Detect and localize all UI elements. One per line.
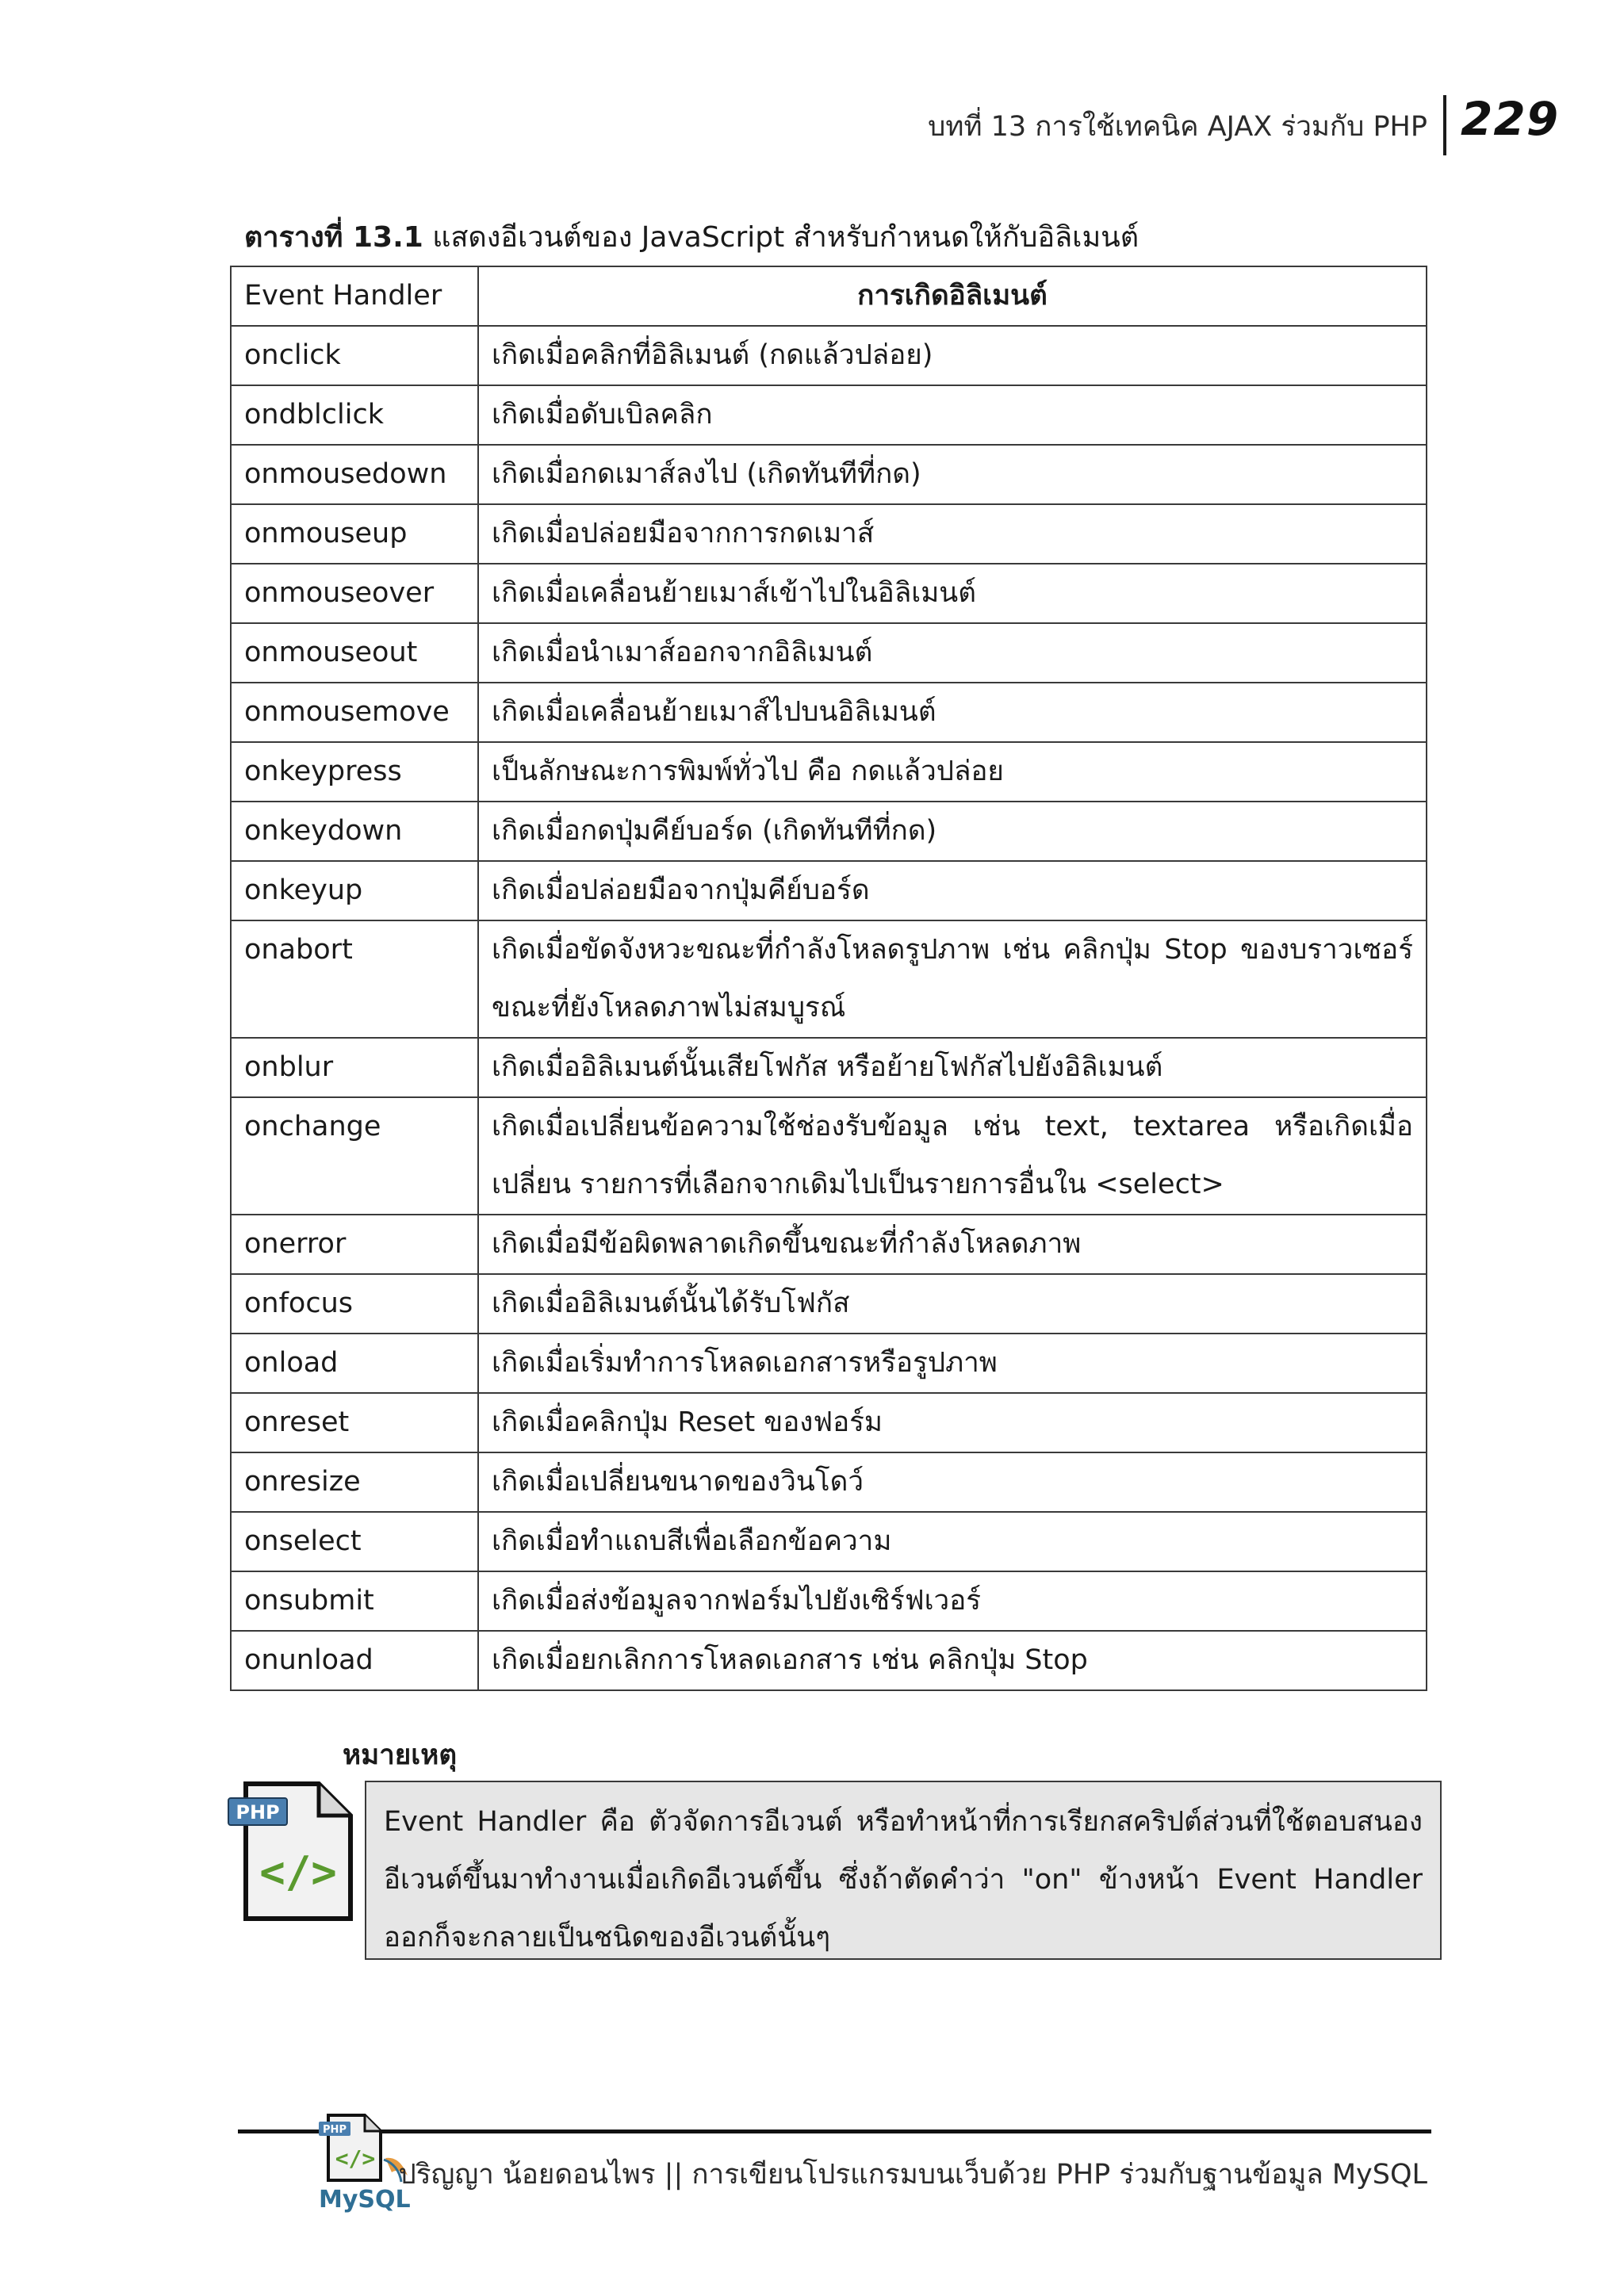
- footer-text: ปริญญา น้อยดอนไพร || การเขียนโปรแกรมบนเว็บด้วย PHP ร่วมกับฐานข้อมูล MySQL: [398, 2159, 1427, 2191]
- event-description-cell: เกิดเมื่อเริ่มทำการโหลดเอกสารหรือรูปภาพ: [478, 1334, 1427, 1393]
- event-name-cell: onkeydown: [231, 802, 478, 861]
- event-description-cell: เกิดเมื่อปล่อยมือจากการกดเมาส์: [478, 504, 1427, 564]
- event-description-cell: เกิดเมื่อมีข้อผิดพลาดเกิดขึ้นขณะที่กำลังโหลดภาพ: [478, 1215, 1427, 1274]
- table-row: [231, 742, 1427, 802]
- event-name-cell: onmousemove: [231, 683, 478, 742]
- event-description-cell: เกิดเมื่อกดเมาส์ลงไป (เกิดทันทีที่กด): [478, 445, 1427, 504]
- event-name-cell: onresize: [231, 1452, 478, 1512]
- event-handler-table: [230, 266, 1427, 1691]
- event-description-cell: เกิดเมื่อเคลื่อนย้ายเมาส์ไปบนอิลิเมนต์: [478, 683, 1427, 742]
- chapter-title: บทที่ 13 การใช้เทคนิค AJAX ร่วมกับ PHP: [928, 111, 1427, 143]
- event-name-cell: onunload: [231, 1631, 478, 1690]
- event-description-cell: เกิดเมื่อนำเมาส์ออกจากอิลิเมนต์: [478, 623, 1427, 683]
- event-description-cell: เกิดเมื่อคลิกที่อิลิเมนต์ (กดแล้วปล่อย): [478, 326, 1427, 385]
- note-box: Event Handler คือ ตัวจัดการอีเวนต์ หรือทำหน้าที่การเรียกสคริปต์ส่วนที่ใช้ตอบสนองอีเวนต์ขึ้นมาทำงานเมื่อเกิดอีเวนต์ขึ้น ซึ่งถ้าตัดคำว่า "on" ข้างหน้า Event Handler ออกก็จะกลายเป็นชนิดของอีเวนต์นั้นๆ: [365, 1781, 1442, 1960]
- table-row: [231, 445, 1427, 504]
- table-row: [231, 1452, 1427, 1512]
- event-name-cell: onerror: [231, 1215, 478, 1274]
- event-name-cell: onmouseover: [231, 564, 478, 623]
- column-header-event: Event Handler: [231, 266, 478, 326]
- table-caption-label: ตารางที่ 13.1: [244, 221, 423, 254]
- event-name-cell: onmouseout: [231, 623, 478, 683]
- event-name-cell: onselect: [231, 1512, 478, 1571]
- table-row: [231, 623, 1427, 683]
- event-description-cell: เกิดเมื่อยกเลิกการโหลดเอกสาร เช่น คลิกปุ่ม Stop: [478, 1631, 1427, 1690]
- table-row: [231, 385, 1427, 445]
- page-number: 229: [1461, 92, 1560, 146]
- footer-php-badge: PHP: [323, 2124, 347, 2136]
- table-row: [231, 1393, 1427, 1452]
- table-row: [231, 326, 1427, 385]
- event-description-cell: เกิดเมื่อคลิกปุ่ม Reset ของฟอร์ม: [478, 1393, 1427, 1452]
- event-name-cell: onkeyup: [231, 861, 478, 920]
- table-row: [231, 1038, 1427, 1097]
- event-description-cell: เกิดเมื่อเปลี่ยนขนาดของวินโดว์: [478, 1452, 1427, 1512]
- event-name-cell: onmouseup: [231, 504, 478, 564]
- table-row: [231, 683, 1427, 742]
- event-name-cell: onclick: [231, 326, 478, 385]
- event-description-cell: เกิดเมื่อดับเบิลคลิก: [478, 385, 1427, 445]
- event-name-cell: onchange: [231, 1097, 478, 1215]
- table-row: [231, 1097, 1427, 1215]
- table-row: [231, 1571, 1427, 1631]
- event-description-cell: เกิดเมื่อขัดจังหวะขณะที่กำลังโหลดรูปภาพ เช่น คลิกปุ่ม Stop ของบราวเซอร์ ขณะที่ยังโหลดภาพไม่สมบูรณ์: [478, 920, 1427, 1038]
- table-row: [231, 920, 1427, 1038]
- event-name-cell: onfocus: [231, 1274, 478, 1334]
- table-row: [231, 1215, 1427, 1274]
- event-description-cell: เกิดเมื่อเคลื่อนย้ายเมาส์เข้าไปในอิลิเมนต์: [478, 564, 1427, 623]
- event-description-cell: เกิดเมื่อเปลี่ยนข้อความใช้ช่องรับข้อมูล เช่น text, textarea หรือเกิดเมื่อเปลี่ยน รายการที่เลือกจากเดิมไปเป็นรายการอื่นใน <select>: [478, 1097, 1427, 1215]
- mysql-wordmark: MySQL: [319, 2186, 411, 2214]
- event-name-cell: onmousedown: [231, 445, 478, 504]
- event-description-cell: เกิดเมื่อทำแถบสีเพื่อเลือกข้อความ: [478, 1512, 1427, 1571]
- event-description-cell: เป็นลักษณะการพิมพ์ทั่วไป คือ กดแล้วปล่อย: [478, 742, 1427, 802]
- column-header-description: การเกิดอิลิเมนต์: [478, 266, 1427, 326]
- event-name-cell: onabort: [231, 920, 478, 1038]
- table-row: [231, 1274, 1427, 1334]
- event-description-cell: เกิดเมื่อปล่อยมือจากปุ่มคีย์บอร์ด: [478, 861, 1427, 920]
- event-name-cell: onreset: [231, 1393, 478, 1452]
- table-caption: [244, 214, 1139, 259]
- table-row: [231, 1512, 1427, 1571]
- table-row: [231, 1334, 1427, 1393]
- header-divider: [1443, 95, 1446, 155]
- code-symbol: </>: [259, 1847, 337, 1897]
- table-row: [231, 564, 1427, 623]
- table-row: [231, 861, 1427, 920]
- table-header-row: [231, 266, 1427, 326]
- event-description-cell: เกิดเมื่อกดปุ่มคีย์บอร์ด (เกิดทันทีที่กด): [478, 802, 1427, 861]
- note-title: หมายเหตุ: [343, 1739, 458, 1771]
- table-row: [231, 1631, 1427, 1690]
- table-body: [231, 326, 1427, 1690]
- event-description-cell: เกิดเมื่ออิลิเมนต์นั้นได้รับโฟกัส: [478, 1274, 1427, 1334]
- event-name-cell: onload: [231, 1334, 478, 1393]
- event-name-cell: onblur: [231, 1038, 478, 1097]
- footer-code-symbol: </>: [335, 2145, 376, 2172]
- table-caption-text: แสดงอีเวนต์ของ JavaScript สำหรับกำหนดให้กับอิลิเมนต์: [423, 221, 1139, 254]
- event-description-cell: เกิดเมื่ออิลิเมนต์นั้นเสียโฟกัส หรือย้ายโฟกัสไปยังอิลิเมนต์: [478, 1038, 1427, 1097]
- table-row: [231, 802, 1427, 861]
- event-name-cell: ondblclick: [231, 385, 478, 445]
- event-name-cell: onsubmit: [231, 1571, 478, 1631]
- event-description-cell: เกิดเมื่อส่งข้อมูลจากฟอร์มไปยังเซิร์ฟเวอร์: [478, 1571, 1427, 1631]
- php-badge-label: PHP: [236, 1801, 280, 1823]
- event-name-cell: onkeypress: [231, 742, 478, 802]
- table-row: [231, 504, 1427, 564]
- php-file-icon: [224, 1776, 358, 1927]
